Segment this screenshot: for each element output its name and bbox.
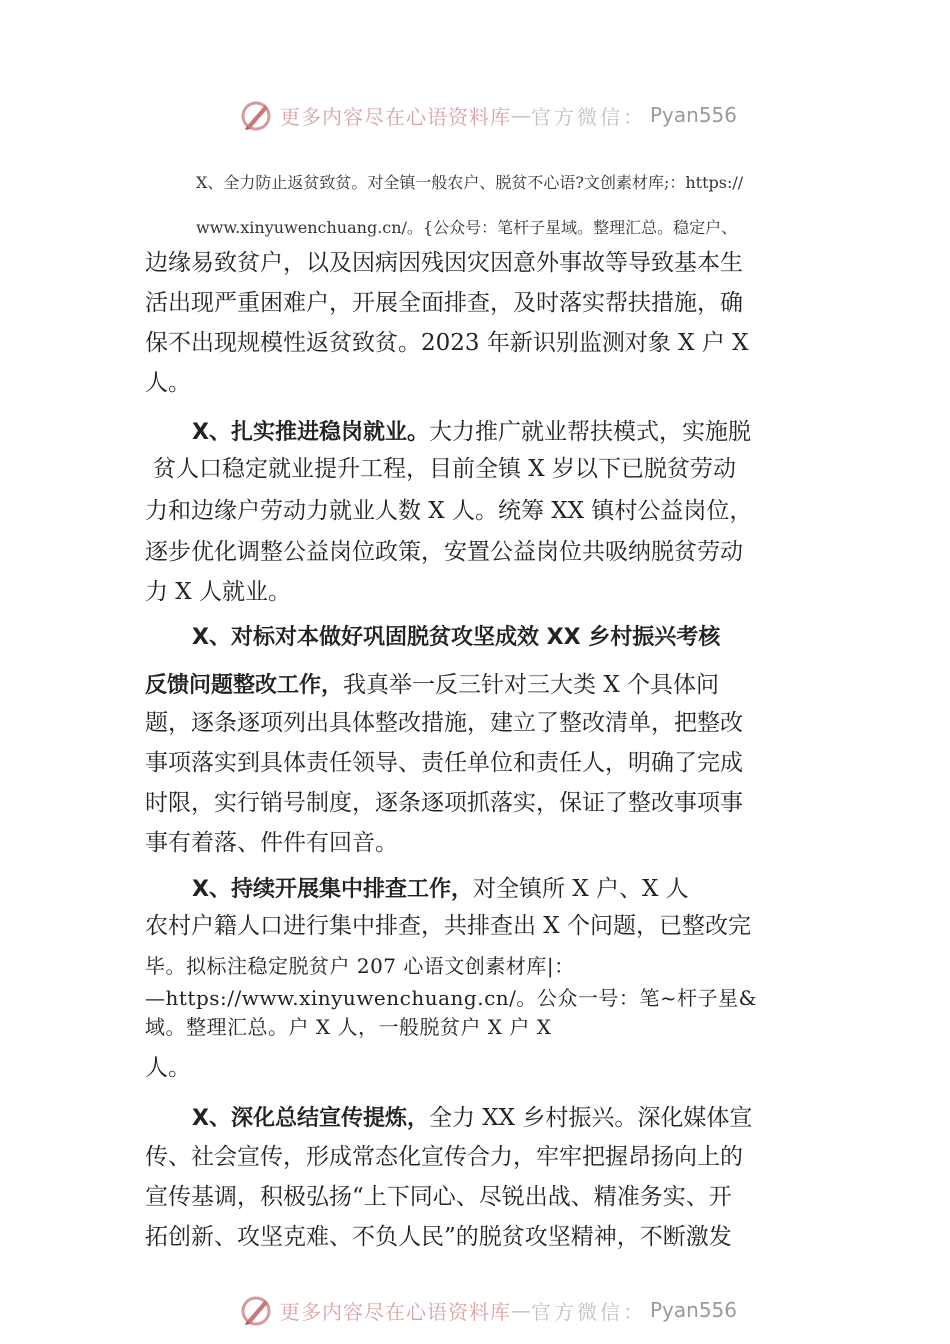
footer-watermark — [238, 1290, 737, 1330]
paragraph-heading-line — [145, 666, 719, 699]
text-line: 事项落实到具体责任领导、责任单位和责任人，明确了完成 — [145, 750, 743, 776]
text-line: 保不出现规模性返贫致贫。2023 年新识别监测对象 X 户 X — [145, 330, 749, 356]
paragraph-heading-line — [192, 870, 689, 903]
watermark-wechat-label: 官方微信： — [531, 1299, 646, 1324]
text-line: 我真举一反三针对三大类 X 个具体问 — [343, 672, 720, 698]
watermark-wechat-id: Pyan556 — [650, 103, 738, 127]
watermark-slogan: 更多内容尽在心语资料库 — [280, 104, 511, 129]
pen-logo-icon — [238, 1292, 274, 1328]
text-line: 力和边缘户劳动力就业人数 X 人。统筹 XX 镇村公益岗位， — [145, 498, 753, 524]
text-line: 题，逐条逐项列出具体整改措施，建立了整改清单，把整改 — [145, 710, 743, 736]
text-line: 宣传基调，积极弘扬“上下同心、尽锐出战、精准务实、开 — [145, 1184, 732, 1210]
pen-logo-icon — [238, 97, 274, 133]
watermark-slogan: 更多内容尽在心语资料库 — [280, 1299, 511, 1324]
text-line: 活出现严重困难户，开展全面排查，及时落实帮扶措施，确 — [145, 290, 743, 316]
watermark-wechat-label: 官方微信： — [531, 104, 646, 129]
watermark-dash: — — [511, 1298, 531, 1322]
text-line: 毕。拟标注稳定脱贫户 207 心语文创素材库|： — [145, 954, 575, 978]
paragraph-heading-line — [192, 1099, 752, 1132]
text-line: 域。整理汇总。户 X 人，一般脱贫户 X 户 X — [145, 1015, 552, 1039]
header-watermark — [238, 95, 737, 135]
text-line: 逐步优化调整公益岗位政策，安置公益岗位共吸纳脱贫劳动 — [145, 539, 743, 565]
paragraph-heading-line — [192, 413, 751, 446]
text-line: 边缘易致贫户，以及因病因残因灾因意外事故等导致基本生 — [145, 250, 743, 276]
text-line: 大力推广就业帮扶模式，实施脱 — [428, 419, 751, 445]
text-line: 事有着落、件件有回音。 — [145, 830, 398, 856]
paragraph-heading: X、对标对本做好巩固脱贫攻坚成效 XX 乡村振兴考核 — [192, 625, 721, 650]
text-line: 拓创新、攻坚克难、不负人民”的脱贫攻坚精神，不断激发 — [145, 1224, 732, 1250]
text-line: 时限，实行销号制度，逐条逐项抓落实，保证了整改事项事 — [145, 790, 743, 816]
paragraph-heading: X、扎实推进稳岗就业。 — [192, 420, 429, 445]
text-line: www.xinyuwenchuang.cn/。{公众号：笔杆子星域。整理汇总。稳定户、 — [196, 218, 738, 237]
text-line: 人。 — [145, 370, 191, 396]
text-line: 人。 — [145, 1055, 191, 1081]
paragraph-heading: X、深化总结宣传提炼， — [192, 1106, 429, 1131]
text-line: X、全力防止返贫致贫。对全镇一般农户、脱贫不心语?文创素材库;：https:// — [196, 173, 744, 192]
text-line: 农村户籍人口进行集中排查，共排查出 X 个问题，已整改完 — [145, 913, 751, 939]
watermark-wechat-id: Pyan556 — [650, 1298, 738, 1322]
paragraph-heading: X、持续开展集中排查工作， — [192, 877, 473, 902]
text-line: —https://www.xinyuwenchuang.cn/。公众一号：笔~杆子星& — [145, 986, 757, 1010]
text-line: 全力 XX 乡村振兴。深化媒体宣 — [428, 1105, 753, 1131]
text-line: 力 X 人就业。 — [145, 579, 291, 605]
paragraph-heading: 反馈问题整改工作， — [145, 673, 344, 698]
watermark-dash: — — [511, 103, 531, 127]
text-line: 贫人口稳定就业提升工程，目前全镇 X 岁以下已脱贫劳动 — [153, 456, 736, 482]
text-line: 对全镇所 X 户、X 人 — [472, 876, 689, 902]
text-line: 传、社会宣传，形成常态化宣传合力，牢牢把握昂扬向上的 — [145, 1144, 743, 1170]
